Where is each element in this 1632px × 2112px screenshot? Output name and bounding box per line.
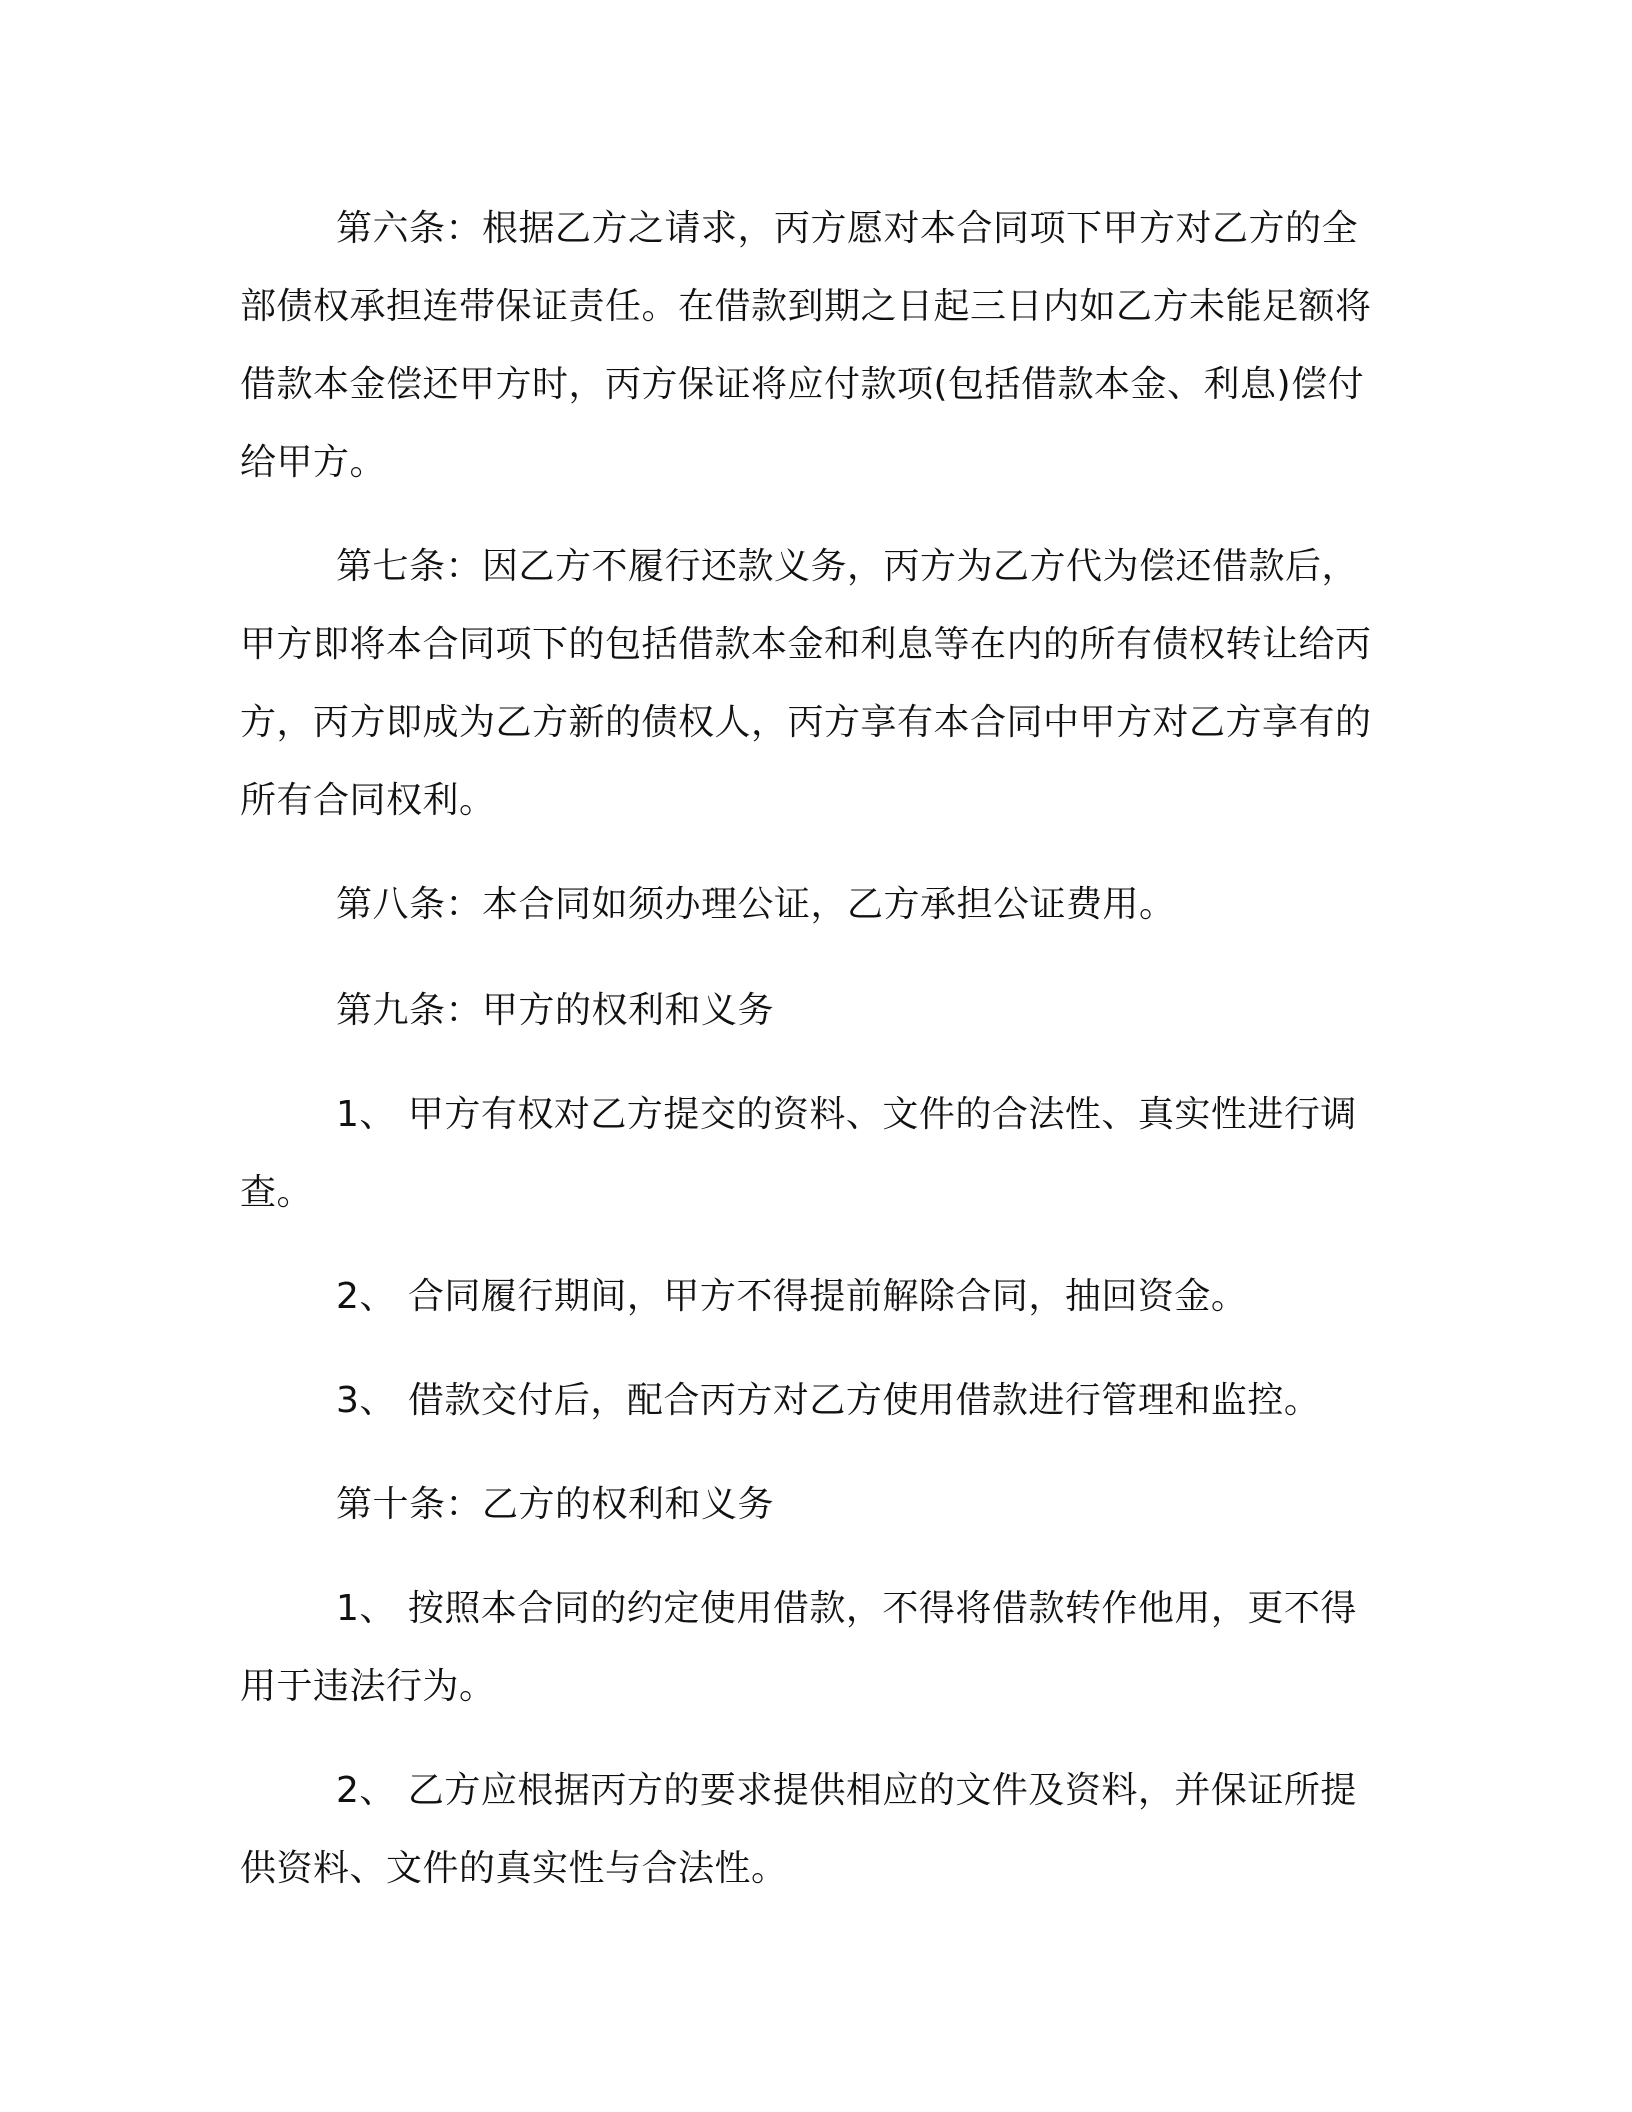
article-9-item-1: 1、 甲方有权对乙方提交的资料、文件的合法性、真实性进行调查。 xyxy=(240,1094,1357,1213)
article-10-heading: 第十条：乙方的权利和义务 xyxy=(336,1484,775,1525)
article-9-heading: 第九条：甲方的权利和义务 xyxy=(336,990,775,1031)
article-8-paragraph: 第八条：本合同如须办理公证，乙方承担公证费用。 xyxy=(336,884,1176,925)
article-10-item-1: 1、 按照本合同的约定使用借款，不得将借款转作他用，更不得用于违法行为。 xyxy=(240,1588,1357,1707)
article-9-item-3: 3、 借款交付后，配合丙方对乙方使用借款进行管理和监控。 xyxy=(336,1380,1321,1421)
article-10-item-2: 2、 乙方应根据丙方的要求提供相应的文件及资料，并保证所提供资料、文件的真实性与合法性。 xyxy=(240,1770,1357,1889)
article-9-item-2: 2、 合同履行期间，甲方不得提前解除合同，抽回资金。 xyxy=(336,1276,1248,1317)
document-body xyxy=(240,190,1380,1934)
article-6-paragraph: 第六条：根据乙方之请求，丙方愿对本合同项下甲方对乙方的全部债权承担连带保证责任。在借款到期之日起三日内如乙方未能足额将借款本金偿还甲方时，丙方保证将应付款项(包括借款本金、利息)偿付给甲方。 xyxy=(240,208,1372,483)
article-7-paragraph: 第七条：因乙方不履行还款义务，丙方为乙方代为偿还借款后，甲方即将本合同项下的包括借款本金和利息等在内的所有债权转让给丙方，丙方即成为乙方新的债权人，丙方享有本合同中甲方对乙方享有的所有合同权利。 xyxy=(240,546,1372,821)
